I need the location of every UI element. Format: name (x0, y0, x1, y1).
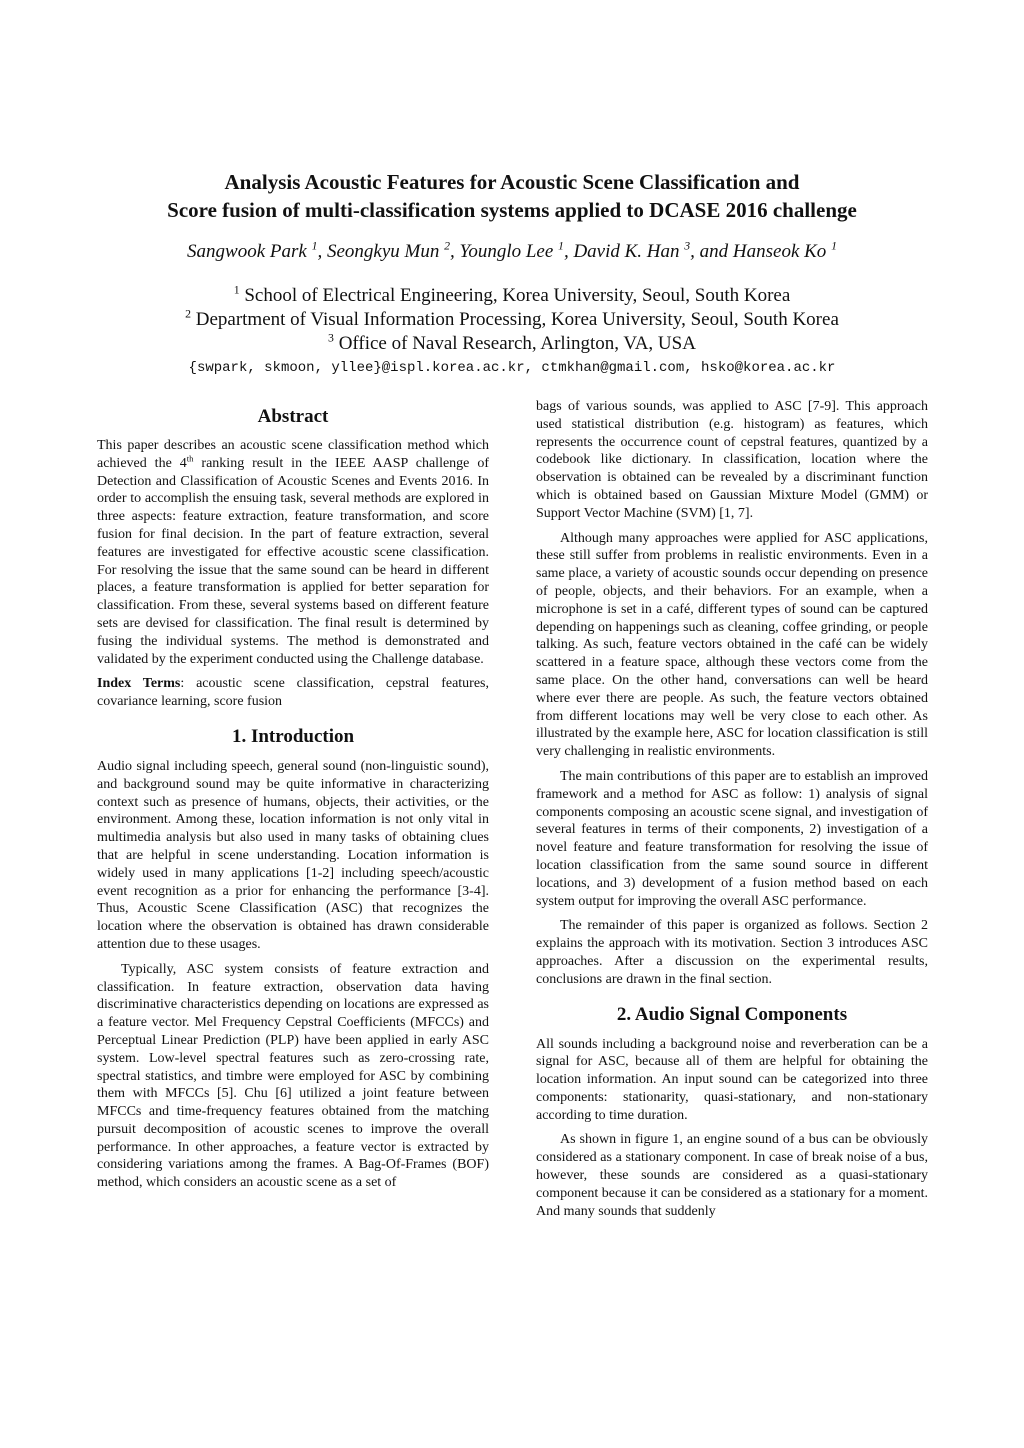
author-affiliation-mark: 1 (831, 239, 837, 253)
author-name: David K. Han (573, 241, 680, 262)
author-separator: , and (690, 241, 733, 262)
author-list (0, 238, 1024, 266)
author-affiliation-mark: 2 (444, 239, 450, 253)
index-terms-label: Index Terms (97, 676, 181, 692)
ordinal-suffix: th (186, 453, 194, 464)
abstract-text: This paper describes an acoustic scene classification method which achieved the 4 (97, 438, 489, 471)
section-2-heading: 2. Audio Signal Components (616, 1003, 848, 1025)
intro-paragraph-2: Typically, ASC system consists of feature extraction and classification. In feature extraction, observation data having discriminative characteristics depending on locations are expressed as a feature vector. Mel Frequency Cepstral Coefficients (MFCCs) and Perceptual Linear Prediction (PLP) have been applied in early ASC system. Low-level spectral features such as zero-crossing rate, spectral statistics, and timbre were employed for ASC by combining them with MFCCs [5]. Chu [6] utilized a joint feature between MFCCs and time-frequency features obtained from the matching pursuit decomposition of acoustic scenes to improve the overall performance. In other approaches, a feature vector is extracted by considering variations among the frames. A Bag-Of-Frames (BOF) method, which considers an acoustic scene as a set of (97, 961, 489, 1191)
paper-title-line-2: Score fusion of multi-classification systems applied to DCASE 2016 challenge (167, 198, 857, 222)
author-name: Hanseok Ko (732, 241, 827, 262)
intro-paragraph-1: Audio signal including speech, general sound (non-linguistic sound), and background sound may be quite informative in characterizing context such as presence of humans, objects, their activities, or the environment. Among these, location information is not only vital in multimedia analysis but also used in many tasks of obtaining clues that are helpful in scene understanding. Location information is widely used in many applications [1-2] including speech/acoustic event recognition as a prior for enhancing the performance [3-4]. Thus, Acoustic Scene Classification (ASC) that recognizes the location where the observation is obtained has drawn considerable attention due to these usages. (97, 758, 489, 952)
right-column (536, 398, 928, 1227)
components-paragraph-1: All sounds including a background noise and reverberation can be a signal for ASC, because all of them are helpful for obtaining the location information. An input sound can be categorized into three components: stationarity, quasi-stationary, and non-stationary according to time duration. (536, 1036, 928, 1123)
intro-paragraph-5: The main contributions of this paper are to establish an improved framework and a method for ASC as follow: 1) analysis of signal components composing an acoustic scene signal, and investigation of several features in terms of their components, 2) investigation of a novel feature and feature transformation for resolving the issue of location classification from the same sound source in different locations, and 3) development of a fusion method based on each system output for improving the overall ASC performance. (536, 768, 928, 909)
section-1-heading: 1. Introduction (231, 725, 355, 747)
index-terms-text: : acoustic scene classification, cepstral features, covariance learning, score fusion (97, 676, 489, 710)
intro-paragraph-3: bags of various sounds, was applied to ASC [7-9]. This approach used statistical distribution (e.g. histogram) as features, which represents the occurrence count of cepstral features, quantized by a codebook like dictionary. In classification, location where the observation is obtained can be revealed by a discriminant function which is obtained based on Gaussian Mixture Model (GMM) or Support Vector Machine (SVM) [1, 7]. (536, 399, 928, 521)
affiliation-1 (0, 284, 1024, 308)
affiliation-mark: 1 (233, 283, 240, 297)
author-name: Seongkyu Mun (326, 241, 440, 262)
abstract-text-cont: ranking result in the IEEE AASP challenge of Detection and Classification of Acoustic Scenes and Events 2016. In order to accomplish the ensuing task, several methods are explored in three aspects: feature extraction, feature transformation, and score fusion for final decision. In the part of feature extraction, several features are investigated for effective acoustic scene classification. For resolving the issue that the same sound can be heard in different places, a feature transformation is applied for better separation for classification. From these, several systems based on different feature sets are devised for classification. The final result is determined by fusing the individual systems. The method is demonstrated and validated by the experiment conducted using the Challenge database. (97, 455, 489, 667)
index-terms (97, 675, 489, 711)
affiliation-text: Department of Visual Information Processing, Korea University, Seoul, South Korea (190, 309, 839, 330)
intro-paragraph-6: The remainder of this paper is organized as follows. Section 2 explains the approach with its motivation. Section 3 introduces ASC approaches. After a discussion on the experimental results, conclusions are drawn in the final section. (536, 918, 928, 987)
author-name: Sangwook Park (187, 241, 307, 262)
components-paragraph-2: As shown in figure 1, an engine sound of a bus can be obviously considered as a stationary component. In case of break noise of a bus, however, these sounds are considered as a quasi-stationary component because it can be considered as a stationary for a moment. And many sounds that suddenly (536, 1132, 928, 1219)
intro-paragraph-4: Although many approaches were applied for ASC applications, these still suffer from problems in realistic environments. Even in a same place, a variety of acoustic sounds occur depending on presence of people, objects, and their behaviors. For an example, when a microphone is set in a café, different types of sound can be captured depending on happenings such as cleaning, coffee grinding, or people talking. As such, feature vectors obtained in the café can be widely scattered in a feature space, although these vectors come from the same place. On the other hand, conversations can well be heard where ever there are people. As such, the feature vectors obtained from different locations may well be very close to each other. As illustrated by the example here, ASC for location classification is still very challenging in realistic environments. (536, 530, 928, 760)
abstract-body (97, 437, 489, 668)
affiliation-2 (0, 308, 1024, 332)
affiliation-mark: 3 (328, 331, 334, 345)
affiliation-text: School of Electrical Engineering, Korea University, Seoul, South Korea (239, 285, 791, 306)
paper-title-line-1: Analysis Acoustic Features for Acoustic Scene Classification and (224, 170, 800, 194)
author-separator: , (563, 241, 574, 262)
affiliation-text: Office of Naval Research, Arlington, VA, USA (333, 333, 696, 354)
author-affiliation-mark: 1 (558, 239, 564, 253)
author-name: Younglo Lee (459, 241, 554, 262)
author-emails: {swpark, skmoon, yllee}@ispl.korea.ac.kr, ctmkhan@gmail.com, hsko@korea.ac.kr (188, 360, 836, 376)
affiliation-mark: 2 (185, 307, 191, 321)
author-separator: , (317, 241, 327, 262)
author-separator: , (450, 241, 460, 262)
affiliation-3 (0, 332, 1024, 356)
abstract-heading: Abstract (257, 406, 329, 427)
left-column (97, 405, 489, 1199)
author-affiliation-mark: 1 (311, 239, 318, 253)
author-affiliation-mark: 3 (684, 239, 691, 253)
